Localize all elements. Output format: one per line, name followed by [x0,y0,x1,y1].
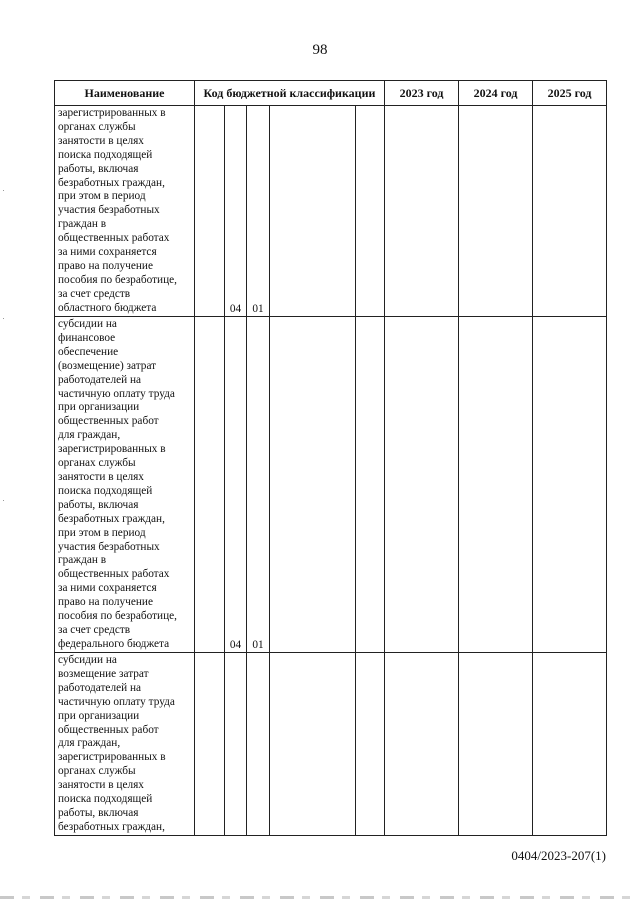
document-number: 0404/2023-207(1) [511,848,606,863]
header-2024: 2024 год [459,81,533,106]
row-name-cell [55,317,195,653]
header-code: Код бюджетной классификации [195,81,385,106]
row-name-cell [55,653,195,836]
code-section-cell: 04 [225,106,247,317]
value-2025-cell [533,106,607,317]
code-section-cell [225,653,247,836]
scan-edge-artifact [0,896,640,899]
value-2024-cell [459,106,533,317]
code-cell [195,106,225,317]
row-name-text: зарегистрированных в органах службы занятости в целях поиска подходящей работы, включая безработных граждан, при этом в период участия безработных граждан в общественных работах за ними сохраняется право на получение пособия по безработице, за счет средств областного бюджета [58,107,177,314]
code-cell [195,317,225,653]
code-subsection-cell: 01 [247,106,270,317]
scan-speck [3,190,4,191]
header-2025: 2025 год [533,81,607,106]
code-cell [356,106,385,317]
budget-table [54,80,607,836]
scan-speck [3,318,4,319]
row-name-cell [55,106,195,317]
code-cell [270,317,356,653]
scan-speck [3,500,4,501]
table-row [55,106,607,317]
value-2023-cell [385,317,459,653]
header-2023: 2023 год [385,81,459,106]
code-cell [356,317,385,653]
header-name: Наименование [55,81,195,106]
row-name-text: субсидии на финансовое обеспечение (возмещение) затрат работодателей на частичную оплату труда при организации общественных работ для граждан, зарегистрированных в органах службы занятости в целях поиска подходящей работы, включая безработных граждан, при этом в период участия безработных граждан в общественных работах за ними сохраняется право на получение пособия по безработице, за счет средств федерального бюджета [58,318,177,650]
row-name-text: субсидии на возмещение затрат работодателей на частичную оплату труда при организации общественных работ для граждан, зарегистрированных в органах службы занятости в целях поиска подходящей работы, включая безработных граждан, [58,654,175,833]
code-cell [270,653,356,836]
value-2025-cell [533,317,607,653]
code-cell [195,653,225,836]
value-2023-cell [385,106,459,317]
value-2024-cell [459,317,533,653]
code-section-cell: 04 [225,317,247,653]
value-2025-cell [533,653,607,836]
table-header-row [55,81,607,106]
code-cell [356,653,385,836]
code-subsection-cell [247,653,270,836]
value-2024-cell [459,653,533,836]
table-row [55,653,607,836]
value-2023-cell [385,653,459,836]
code-subsection-cell: 01 [247,317,270,653]
table-row [55,317,607,653]
code-cell [270,106,356,317]
page-number: 98 [312,42,328,58]
